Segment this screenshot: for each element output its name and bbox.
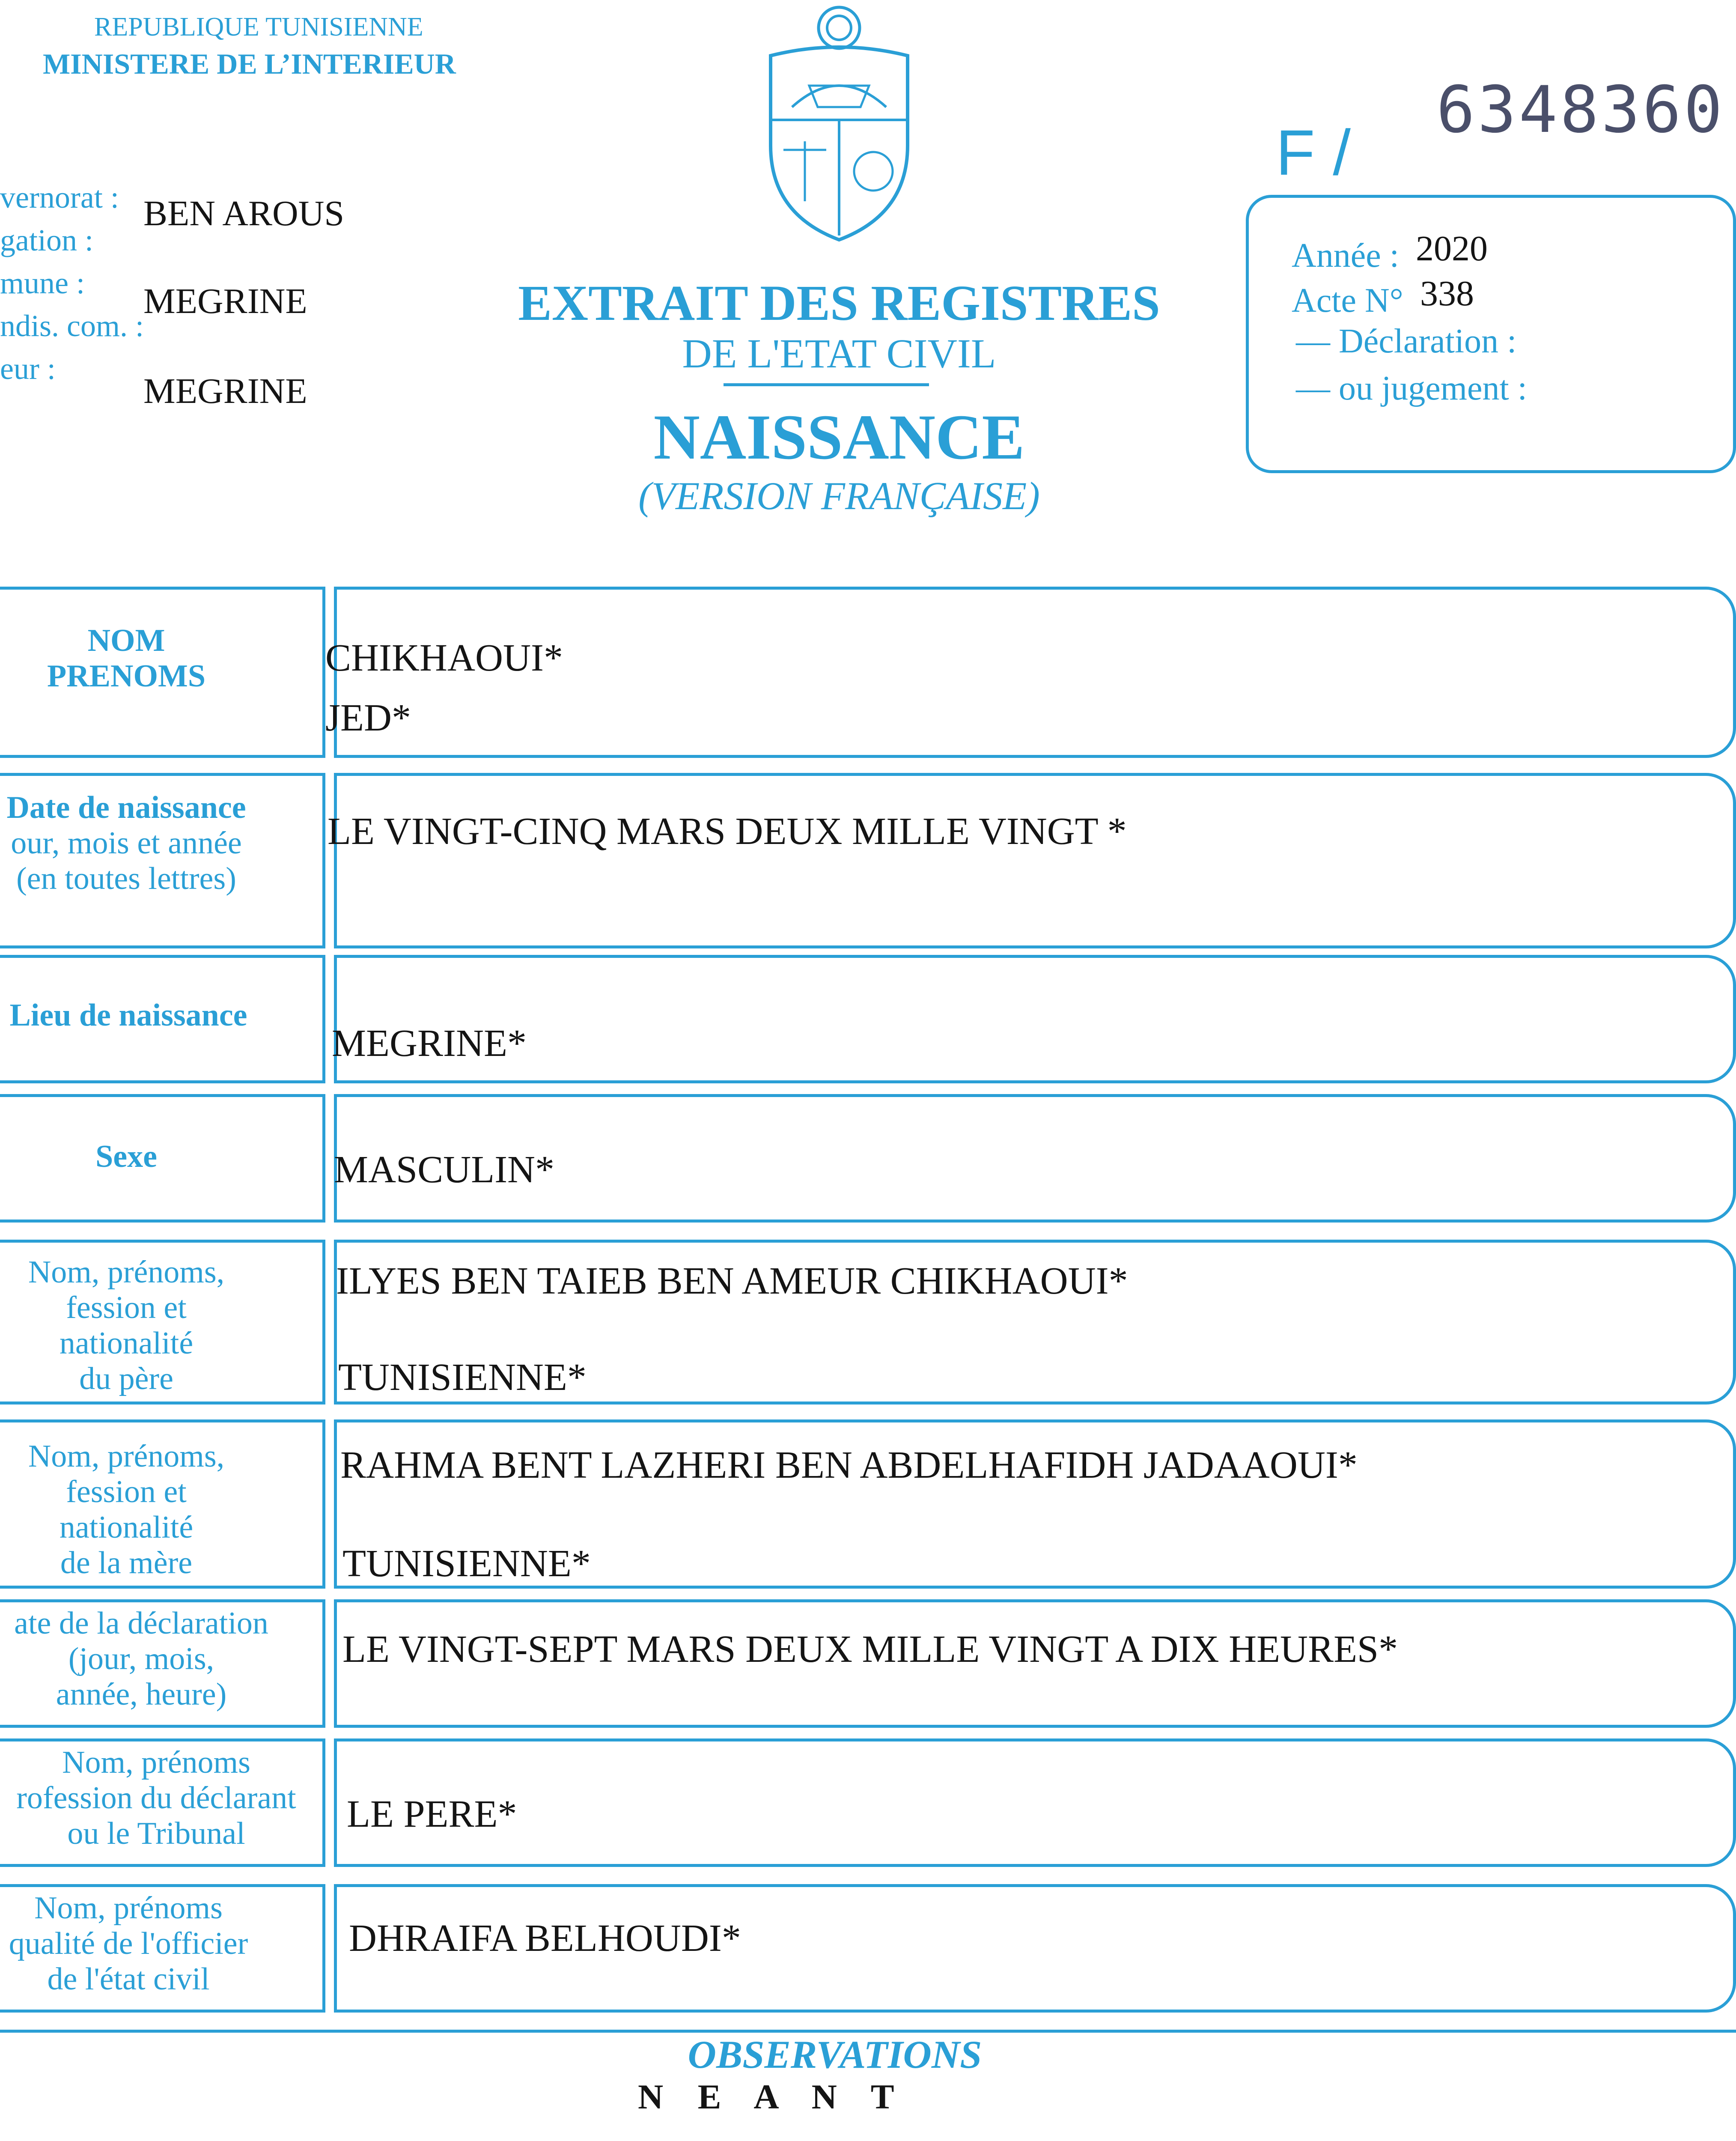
record-box bbox=[1246, 195, 1736, 473]
admin-label-secteur: eur : bbox=[0, 352, 56, 386]
declaration-label: — Déclaration : bbox=[1296, 322, 1517, 360]
annee-label: Année : bbox=[1292, 237, 1400, 274]
declaration-value: LE VINGT-SEPT MARS DEUX MILLE VINGT A DIX HEURES* bbox=[342, 1628, 1398, 1670]
row-mere-label: Nom, prénoms, fession et nationalité de la mère bbox=[28, 1439, 225, 1580]
row-lieu-naissance-label: Lieu de naissance bbox=[9, 998, 247, 1033]
prenoms-value: JED* bbox=[325, 697, 411, 739]
admin-label-delegation: gation : bbox=[0, 223, 93, 257]
row-date-naissance-label: Date de naissance our, mois et année (en toutes lettres) bbox=[6, 790, 246, 896]
admin-label-arrondissement: ndis. com. : bbox=[0, 309, 144, 343]
date-naissance-value: LE VINGT-CINQ MARS DEUX MILLE VINGT * bbox=[328, 810, 1127, 853]
observations-title: OBSERVATIONS bbox=[688, 2033, 982, 2076]
row-declaration-label: ate de la déclaration (jour, mois, année, heure) bbox=[14, 1606, 268, 1712]
mere-nationalite: TUNISIENNE* bbox=[342, 1542, 591, 1585]
republic-label: REPUBLIQUE TUNISIENNE bbox=[94, 12, 423, 42]
row-value-cell bbox=[334, 773, 1736, 948]
coat-of-arms-icon bbox=[758, 4, 920, 244]
f-prefix: F / bbox=[1276, 116, 1351, 188]
title-extrait: EXTRAIT DES REGISTRES bbox=[518, 275, 1160, 331]
serial-number: 6348360 bbox=[1436, 73, 1725, 147]
row-nom-label: NOM PRENOMS bbox=[47, 623, 205, 694]
declarant-value: LE PERE* bbox=[347, 1793, 517, 1835]
acte-value: 338 bbox=[1420, 274, 1474, 313]
mere-value: RAHMA BENT LAZHERI BEN ABDELHAFIDH JADAAOUI* bbox=[340, 1444, 1358, 1486]
admin-label-gouvernorat: vernorat : bbox=[0, 180, 119, 215]
row-value-cell bbox=[334, 1738, 1736, 1867]
title-naissance: NAISSANCE bbox=[653, 402, 1025, 473]
commune-value: MEGRINE bbox=[143, 281, 307, 321]
row-officier-label: Nom, prénoms qualité de l'officier de l'état civil bbox=[9, 1891, 248, 1997]
nom-value: CHIKHAOUI* bbox=[325, 637, 563, 679]
acte-label: Acte N° bbox=[1292, 282, 1403, 319]
lieu-naissance-value: MEGRINE* bbox=[332, 1022, 527, 1065]
observations-value: N E A N T bbox=[638, 2077, 907, 2116]
sexe-value: MASCULIN* bbox=[334, 1148, 555, 1191]
officier-value: DHRAIFA BELHOUDI* bbox=[349, 1917, 741, 1959]
annee-value: 2020 bbox=[1416, 229, 1488, 268]
secteur-value: MEGRINE bbox=[143, 371, 307, 411]
pere-nationalite: TUNISIENNE* bbox=[338, 1356, 587, 1399]
gouvernorat-value: BEN AROUS bbox=[143, 194, 345, 233]
jugement-label: — ou jugement : bbox=[1296, 370, 1527, 407]
pere-value: ILYES BEN TAIEB BEN AMEUR CHIKHAOUI* bbox=[336, 1260, 1128, 1302]
admin-label-commune: mune : bbox=[0, 266, 85, 300]
title-underline bbox=[724, 383, 929, 386]
row-pere-label: Nom, prénoms, fession et nationalité du père bbox=[28, 1255, 225, 1396]
ministry-label: MINISTERE DE L’INTERIEUR bbox=[43, 48, 456, 80]
title-version: (VERSION FRANÇAISE) bbox=[638, 474, 1040, 518]
row-declarant-label: Nom, prénoms rofession du déclarant ou le Tribunal bbox=[16, 1745, 296, 1851]
row-sexe-label: Sexe bbox=[95, 1139, 157, 1174]
title-etat-civil: DE L'ETAT CIVIL bbox=[682, 331, 996, 376]
row-value-cell bbox=[334, 955, 1736, 1083]
